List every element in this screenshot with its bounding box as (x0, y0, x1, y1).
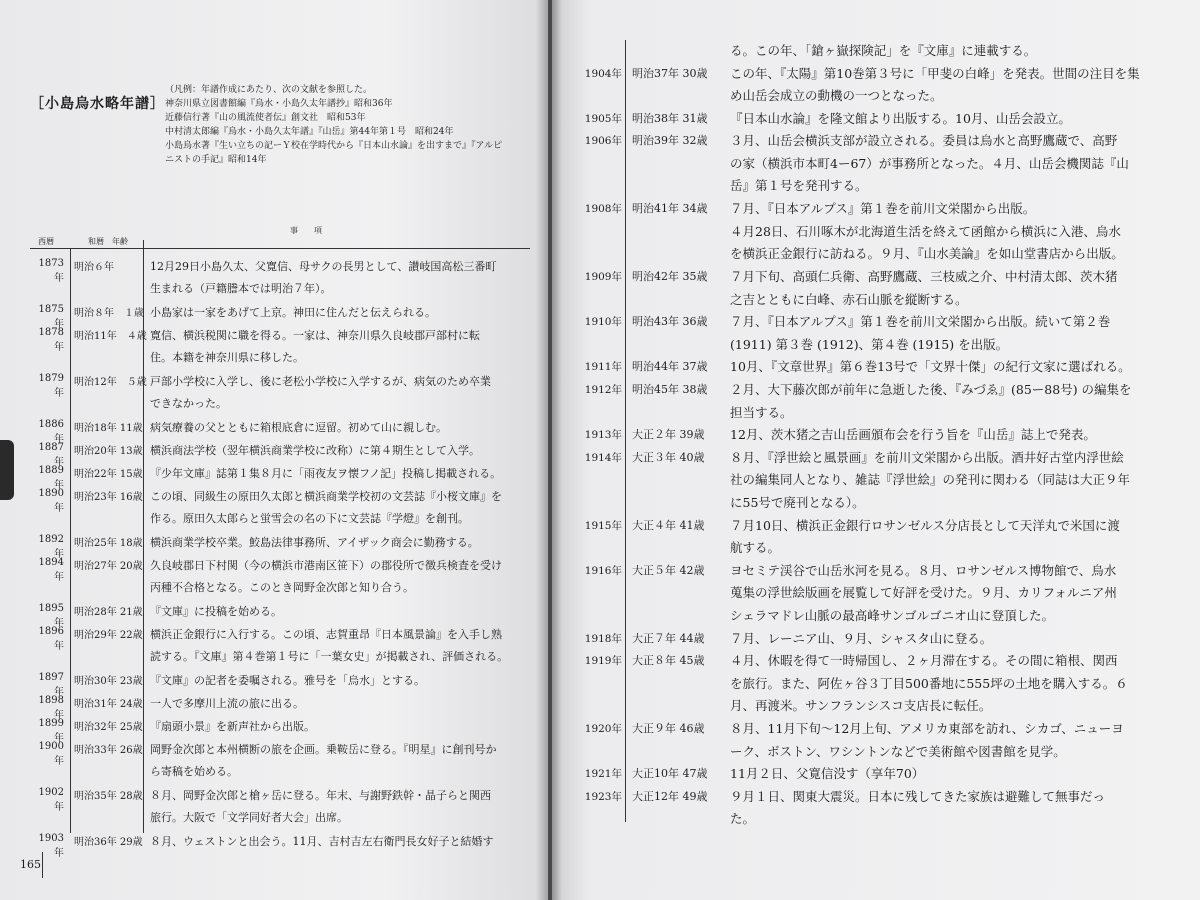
row-event (150, 601, 282, 623)
row-era-age: 大正７年 44歳 (632, 631, 705, 645)
event-line: ７月、『日本アルプス』第１巻を前川文栄閣から出版。 (730, 201, 1036, 217)
event-line: ８月、『浮世絵と風景画』を前川文栄閣から出版。酒井好古堂内浮世絵 (730, 449, 1124, 465)
event-line: ヨセミテ渓谷で山岳氷河を見る。８月、ロサンゼルス博物館で、烏水 (730, 562, 1117, 578)
header-seireki: 西暦 (38, 237, 54, 246)
row-era-age: 明治33年 26歳 (74, 745, 143, 756)
row-event (150, 371, 491, 415)
row-era-age: 明治27年 20歳 (74, 561, 143, 572)
row-era-age: 大正10年 47歳 (632, 767, 708, 781)
row-era-age: 明治41年 34歳 (632, 202, 708, 216)
book-gutter (536, 0, 562, 900)
event-line: 病気療養の父とともに箱根底倉に逗留。初めて山に親しむ。 (150, 421, 447, 434)
row-era-age: 明治45年 38歳 (632, 383, 708, 396)
event-line: 久良岐郡日下村関（今の横浜市港南区笹下）の郡役所で徴兵検査を受け (150, 559, 502, 572)
event-line: 岳』第１号を発刊する。 (730, 178, 868, 194)
row-era-age: 明治12年 ５歳 (74, 377, 147, 388)
row-year: 1898年 (38, 695, 64, 721)
row-year: 1895年 (38, 603, 64, 629)
row-event (150, 624, 508, 668)
row-year: 1894年 (38, 557, 64, 583)
row-event (730, 650, 1128, 718)
row-event (730, 311, 1110, 356)
row-event (150, 302, 436, 324)
row-year: 1875年 (38, 304, 64, 330)
row-era-age: 明治30年 23歳 (74, 676, 143, 687)
row-year: 1909年 (584, 271, 622, 283)
row-era-age: 大正２年 39歳 (632, 428, 705, 442)
event-line: 横浜商業学校卒業。鮫島法律事務所、アイザック商会に勤務する。 (150, 536, 479, 549)
event-line: ７月10日、横浜正金銀行ロサンゼルス分店長として天洋丸で米国に渡 (730, 517, 1120, 533)
row-event (150, 670, 425, 692)
row-era-age: 明治29年 22歳 (74, 630, 143, 641)
event-line: 横浜正金銀行に入行する。この頃、志賀重昂『日本風景論』を入手し熟 (150, 628, 502, 641)
event-line: 横浜商法学校（翌年横浜商業学校に改称）に第４期生として入学。 (150, 444, 480, 457)
row-era-age: 明治28年 21歳 (74, 607, 143, 618)
row-year: 1914年 (584, 451, 622, 464)
row-era-age: 明治18年 11歳 (74, 423, 143, 434)
row-year: 1892年 (38, 534, 64, 560)
row-event (730, 63, 1140, 108)
row-event (150, 440, 480, 462)
row-era-age: 明治８年 １歳 (74, 308, 144, 319)
row-era-age: 明治11年 ４歳 (74, 331, 147, 342)
row-year: 1923年 (584, 790, 622, 803)
event-line: 生まれる（戸籍謄本では明治７年）。 (150, 282, 332, 295)
row-year: 1915年 (584, 519, 622, 532)
event-line: ８月、ウェストンと出会う。11月、吉村吉左右衛門長女好子と結婚す (150, 835, 494, 848)
row-year: 1878年 (38, 327, 64, 353)
event-line: 小島家は一家をあげて上京。神田に住んだと伝えられる。 (150, 306, 436, 319)
event-line: ７月、『日本アルプス』第１巻を前川文栄閣から出版。続いて第２巻 (730, 314, 1111, 330)
event-line: に55号で廃刊となる）。 (730, 494, 865, 510)
event-line: 一人で多摩川上流の旅に出る。 (150, 697, 304, 710)
header-wareki: 和暦 年齢 (88, 237, 128, 246)
note-line: 近藤信行著『山の風流使者伝』創文社 昭和53年 (165, 113, 366, 123)
event-line: 戸部小学校に入学し、後に老松小学校に入学するが、病気のため卒業 (150, 375, 491, 388)
event-line: 10月、『文章世界』第６巻13号で「文界十傑」の紀行文家に選ばれる。 (730, 359, 1131, 375)
header-jiko: 事 項 (290, 226, 322, 235)
row-era-age: 明治32年 25歳 (74, 722, 143, 733)
event-line: ７月、レーニア山、９月、シャスタ山に登る。 (730, 630, 993, 646)
event-line: ら寄稿を始める。 (150, 765, 238, 778)
row-era-age: 明治35年 28歳 (74, 791, 143, 802)
row-year: 1902年 (38, 787, 64, 813)
row-year: 1897年 (38, 672, 64, 698)
row-event (730, 786, 1105, 831)
event-line: この年、『太陽』第10巻第３号に「甲斐の白峰」を発表。世間の注目を集 (730, 65, 1140, 81)
note-line: 神奈川県立図書館編『烏水・小島久太年譜抄』昭和36年 (165, 99, 393, 109)
row-era-age: 大正12年 49歳 (632, 789, 708, 803)
row-event (150, 739, 497, 783)
row-event (150, 325, 480, 369)
row-year: 1910年 (584, 316, 622, 329)
column-divider (625, 40, 626, 822)
row-event (730, 356, 1131, 379)
row-year: 1904年 (584, 67, 622, 80)
row-event (730, 628, 992, 651)
row-year: 1887年 (38, 442, 64, 468)
row-year: 1896年 (38, 626, 64, 652)
event-line: 之吉とともに白峰、赤石山脈を縦断する。 (730, 291, 968, 307)
row-era-age: 明治42年 35歳 (632, 270, 708, 283)
row-year: 1879年 (38, 373, 64, 399)
page-number-rule (42, 852, 43, 878)
row-event (150, 463, 501, 485)
event-line: 旅行。大阪で「文学同好者大会」出席。 (150, 811, 348, 824)
note-line: 中村清太郎編『烏水・小島久太年譜』『山岳』第44年第１号 昭和24年 (165, 127, 454, 137)
event-line: (1911) 第３巻 (1912)、第４巻 (1915) を出版。 (730, 336, 1009, 352)
row-event (150, 532, 479, 554)
row-event (150, 417, 447, 439)
row-era-age: 大正９年 46歳 (632, 722, 705, 735)
event-line: を旅行。また、阿佐ヶ谷３丁目500番地に555坪の土地を購入する。６ (730, 675, 1128, 691)
event-line: 蒐集の浮世絵版画を展覧して好評を受けた。９月、カリフォルニア州 (730, 585, 1117, 601)
chronology-title: ［小島烏水略年譜］ (30, 96, 165, 112)
row-era-age: 明治43年 36歳 (632, 315, 708, 329)
event-line: ーク、ボストン、ワシントンなどで美術館や図書館を見学。 (730, 743, 1066, 759)
row-event (150, 716, 315, 738)
row-event (150, 831, 494, 853)
event-line: め山岳会成立の動機の一つとなった。 (730, 88, 943, 104)
event-line: 『日本山水論』を隆文館より出版する。10月、山岳会設立。 (730, 110, 1071, 126)
event-line: 丙種不合格となる。このとき岡野金次郎と知り合う。 (150, 581, 414, 594)
row-event (730, 40, 1036, 63)
event-line: 住。本籍を神奈川県に移した。 (150, 351, 304, 364)
row-year: 1873年 (38, 258, 64, 284)
event-line: 『文庫』に投稿を始める。 (150, 605, 282, 618)
event-line: 岡野金次郎と本州横断の旅を企画。乗鞍岳に登る。『明星』に創刊号か (150, 743, 497, 756)
header-rule (30, 248, 530, 249)
row-year: 1900年 (38, 741, 64, 767)
event-line: 航する。 (730, 540, 781, 556)
event-line: ２月、大下藤次郎が前年に急逝した後、『みづゑ』(85ー88号) の編集を (730, 382, 1132, 397)
event-line: ４月、休暇を得て一時帰国し、２ヶ月滞在する。その間に箱根、関西 (730, 653, 1118, 669)
event-line: た。 (730, 811, 756, 827)
event-line: 担当する。 (730, 404, 793, 420)
event-line: 11月２日、父寛信没す（享年70） (730, 766, 925, 782)
event-line: ７月下旬、高頭仁兵衛、高野鷹蔵、三枝威之介、中村清太郎、茨木猪 (730, 269, 1118, 284)
event-line: 寛信、横浜税関に職を得る。一家は、神奈川県久良岐郡戸部村に転 (150, 329, 480, 342)
event-line: ８月、岡野金次郎と槍ヶ岳に登る。年末、与謝野鉄幹・晶子らと関西 (150, 789, 491, 802)
row-event (150, 555, 502, 599)
row-era-age: 明治31年 24歳 (74, 699, 143, 710)
event-line: この頃、同級生の原田久太郎と横浜商業学校初の文芸誌『小桜文庫』を (150, 490, 502, 503)
row-event (730, 560, 1117, 628)
row-era-age: 大正８年 45歳 (632, 654, 705, 668)
event-line: の家（横浜市本町4ー67）が事務所となった。４月、山岳会機関誌『山 (730, 155, 1129, 171)
event-line: 12月、茨木猪之吉山岳画頒布会を行う旨を『山岳』誌上で発表。 (730, 427, 1096, 443)
row-year: 1918年 (584, 632, 622, 645)
row-year: 1911年 (584, 361, 622, 374)
row-event (730, 424, 1096, 447)
note-line: （凡例：年譜作成にあたり、次の文献を参照した。 (165, 85, 373, 95)
row-year: 1886年 (38, 419, 64, 445)
event-line: 『少年文庫』誌第１集８月に「雨夜友ヲ懐フノ記」投稿し掲載される。 (150, 467, 502, 480)
row-event (730, 763, 924, 786)
row-year: 1889年 (38, 465, 64, 491)
row-year: 1919年 (584, 655, 622, 668)
event-line: できなかった。 (150, 397, 227, 410)
row-era-age: 明治６年 (74, 262, 114, 273)
row-year: 1913年 (584, 429, 622, 442)
event-line: 月、再渡米。サンフランシスコ支店長に転任。 (730, 698, 992, 714)
event-line: ８月、11月下旬〜12月上旬、アメリカ東部を訪れ、シカゴ、ニューヨ (730, 721, 1124, 736)
reference-notes (165, 83, 510, 167)
row-era-age: 明治39年 32歳 (632, 134, 708, 148)
row-year: 1908年 (584, 203, 622, 216)
note-line: ニストの手記』昭和14年 (165, 155, 267, 165)
row-year: 1903年 (38, 833, 64, 859)
right-page (552, 0, 1200, 900)
row-era-age: 大正３年 40歳 (632, 450, 705, 464)
row-year: 1899年 (38, 718, 64, 744)
row-event (150, 256, 496, 300)
event-line: 『文庫』の記者を委嘱される。雅号を「烏水」とする。 (150, 674, 425, 687)
row-era-age: 明治44年 37歳 (632, 360, 708, 374)
event-line: 『扇頭小景』を新声社から出版。 (150, 720, 315, 733)
row-era-age: 明治23年 16歳 (74, 492, 143, 503)
row-era-age: 明治20年 13歳 (74, 446, 143, 457)
row-era-age: 明治22年 15歳 (74, 469, 143, 480)
row-event (150, 693, 304, 715)
row-year: 1921年 (584, 768, 622, 781)
row-year: 1905年 (584, 112, 622, 125)
event-line: 読する。『文庫』第４巻第１号に「一葉女史」が掲載され、評価される。 (150, 650, 509, 663)
event-line: 作る。原田久太郎らと蛍雪会の名の下に文芸誌『学燈』を創刊。 (150, 512, 469, 525)
row-year: 1906年 (584, 135, 622, 148)
row-event (730, 108, 1071, 131)
row-event (730, 266, 1118, 311)
row-era-age: 明治37年 30歳 (632, 66, 708, 80)
row-era-age: 大正４年 41歳 (632, 518, 705, 532)
page-edge-shadow (0, 440, 14, 500)
event-line: 社の編集同人となり、雑誌『浮世絵』の発刊に関わる（同誌は大正９年 (730, 472, 1131, 488)
row-event (730, 198, 1124, 266)
row-year: 1890年 (38, 488, 64, 514)
row-event (730, 379, 1132, 424)
note-line: 小島烏水著『生い立ちの記ーＹ校在学時代から『日本山水論』を出すまで』『アルピ (165, 141, 503, 151)
page-number: 165 (20, 858, 41, 871)
event-line: ３月、山岳会横浜支部が設立される。委員は烏水と高野鷹蔵で、高野 (730, 133, 1118, 149)
left-page (0, 0, 548, 900)
event-line: ９月１日、関東大震災。日本に残してきた家族は避難して無事だっ (730, 788, 1106, 804)
row-year: 1912年 (584, 384, 622, 396)
row-event (150, 486, 502, 530)
row-event (730, 515, 1120, 560)
row-event (150, 785, 491, 829)
event-line: 12月29日小島久太、父寛信、母サクの長男として、讃岐国高松三番町 (150, 260, 497, 273)
row-era-age: 明治25年 18歳 (74, 538, 143, 549)
event-line: る。この年、「鎗ヶ嶽探険記」を『文庫』に連載する。 (730, 43, 1037, 58)
column-divider (70, 248, 71, 833)
row-year: 1920年 (584, 723, 622, 735)
row-event (730, 447, 1130, 515)
row-event (730, 718, 1124, 763)
event-line: シェラマドレ山脈の最高峰サンゴルゴニオ山に登頂した。 (730, 607, 1055, 623)
row-era-age: 明治38年 31歳 (632, 111, 708, 125)
row-event (730, 130, 1129, 198)
event-line: を横浜正金銀行に訪ねる。９月、『山水美論』を如山堂書店から出版。 (730, 246, 1124, 262)
row-era-age: 大正５年 42歳 (632, 563, 705, 577)
row-year: 1916年 (584, 564, 622, 577)
row-era-age: 明治36年 29歳 (74, 837, 143, 848)
event-line: ４月28日、石川啄木が北海道生活を終えて函館から横浜に入港、烏水 (730, 223, 1121, 239)
